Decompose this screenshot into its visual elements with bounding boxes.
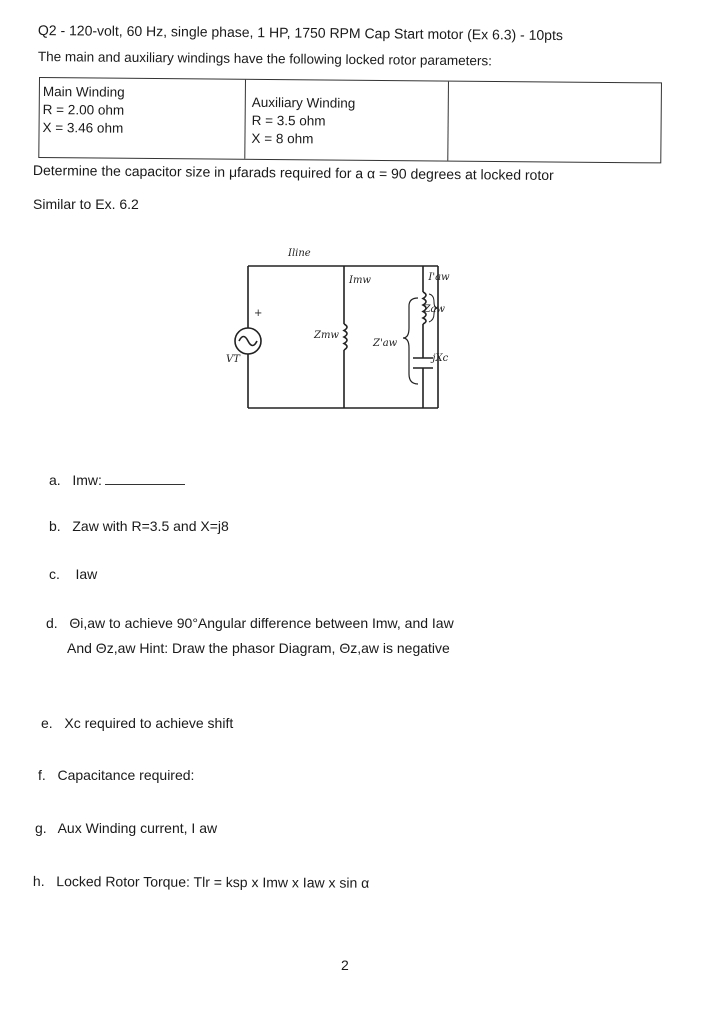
question-e-label: e. [41,715,53,731]
neg-jxc-label: -jXc [429,353,449,364]
z-aw-prime-label: Z'aw [373,338,398,349]
empty-cell [447,82,661,163]
z-mw-label: Zmw [314,330,339,341]
plus-sign: + [254,308,263,319]
main-winding-label: Main Winding [42,84,125,100]
question-d-continued [67,640,450,656]
question-title: Q2 - 120-volt, 60 Hz, single phase, 1 HP, 1750 RPM Cap Start motor (Ex 6.3) - 10pts [37,22,563,44]
i-mw-label: Imw [349,275,371,286]
question-g-text: Aux Winding current, I aw [57,820,218,836]
instruction-text: Determine the capacitor size in μfarads required for a α = 90 degrees at locked rotor [32,162,554,183]
main-winding-coil-icon [344,324,347,350]
circuit-diagram [210,240,450,420]
aux-winding-x: X = 8 ohm [251,130,314,147]
question-f-label: f. [38,767,46,783]
question-b-label: b. [49,518,61,534]
question-g [35,820,217,836]
question-h-text: Locked Rotor Torque: Tlr = ksp x Imw x Iaw x sin α [56,873,370,891]
page-number: 2 [341,957,349,973]
question-f [38,767,194,783]
question-c-label: c. [49,566,60,582]
main-winding-x: X = 3.46 ohm [42,120,124,136]
question-a [49,472,185,488]
answer-blank [105,472,185,485]
parameters-table [38,77,662,163]
question-d-text2: And Θz,aw Hint: Draw the phasor Diagram, Θz,aw is negative [67,640,450,656]
aux-winding-r: R = 3.5 ohm [251,112,326,129]
aux-brace-icon [403,298,418,384]
question-h-label: h. [32,873,45,890]
question-f-text: Capacitance required: [57,767,195,783]
i-aw-label: I'aw [428,272,450,283]
question-b [49,518,229,534]
question-g-label: g. [35,820,47,836]
z-aw-label: Zaw [423,304,445,315]
question-c-text: Iaw [75,566,98,582]
question-b-text: Zaw with R=3.5 and X=j8 [72,518,229,534]
intro-text: The main and auxiliary windings have the following locked rotor parameters: [37,49,492,69]
sine-wave-icon [239,337,257,346]
question-e [41,715,233,731]
question-e-text: Xc required to achieve shift [64,715,234,731]
question-d-text: Θi,aw to achieve 90°Angular difference between Imw, and Iaw [69,615,454,631]
i-line-label: Iline [288,248,311,259]
aux-winding-cell [244,80,449,161]
question-a-label: a. [49,472,61,488]
question-d [46,615,454,631]
question-c [49,566,97,582]
main-winding-r: R = 2.00 ohm [42,102,125,118]
vt-label: VT [226,354,240,365]
similar-note: Similar to Ex. 6.2 [33,196,139,212]
aux-winding-label: Auxiliary Winding [251,94,356,111]
main-winding-cell [39,78,246,159]
question-h [33,873,369,891]
question-d-label: d. [46,615,58,631]
question-a-text: Imw: [72,472,102,488]
